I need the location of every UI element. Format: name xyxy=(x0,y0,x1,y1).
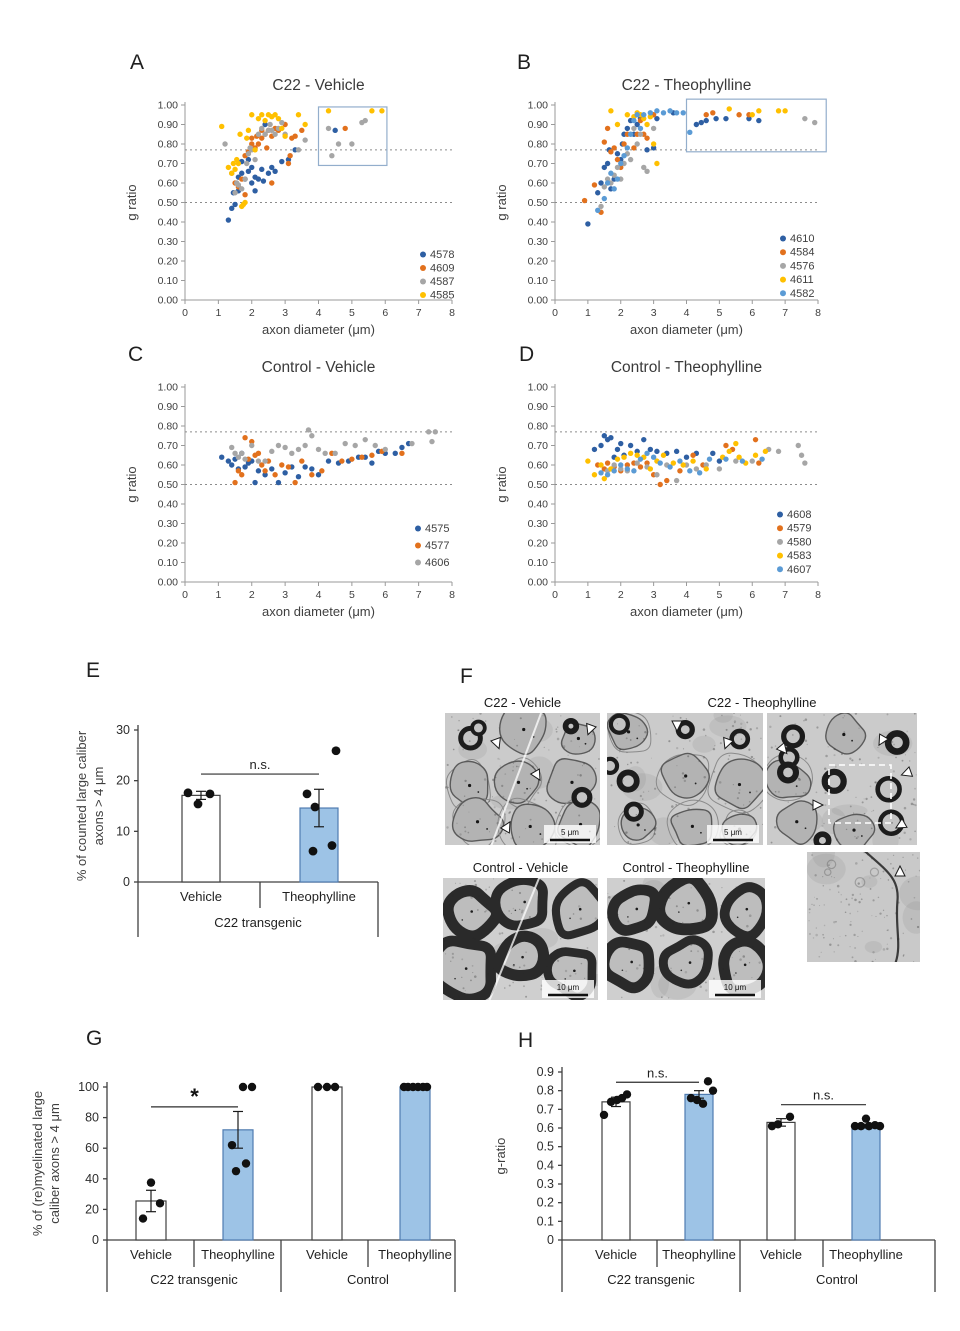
y-tick-label: 0.5 xyxy=(536,1139,554,1154)
panel-c-scatter-chart xyxy=(120,342,472,638)
y-tick-label: 0.60 xyxy=(527,177,548,190)
micrograph-title-control-theophylline: Control - Theophylline xyxy=(622,860,750,875)
x-axis-title: axon diameter (μm) xyxy=(262,604,375,619)
x-tick-label: 0 xyxy=(552,307,558,319)
chart-title: C22 - Vehicle xyxy=(272,77,365,94)
y-tick-label: 0.30 xyxy=(527,236,548,248)
legend-label: 4584 xyxy=(790,246,815,259)
y-tick-label: 0.20 xyxy=(157,537,178,550)
y-tick-label: 0.30 xyxy=(157,236,178,248)
legend-label: 4577 xyxy=(425,540,450,552)
group-label: C22 transgenic xyxy=(150,1272,238,1287)
y-tick-label: 0.8 xyxy=(536,1083,554,1098)
category-label: Vehicle xyxy=(306,1247,348,1262)
micrograph-c22-vehicle xyxy=(445,713,600,845)
x-tick-label: 1 xyxy=(584,307,591,319)
x-tick-label: 2 xyxy=(617,589,624,601)
panel-letter-c: C xyxy=(128,343,144,366)
y-tick-label: 0.50 xyxy=(527,479,548,491)
panel-b-scatter-chart xyxy=(490,60,858,356)
y-tick-label: 0.40 xyxy=(157,498,178,511)
panel-d-scatter-chart xyxy=(490,342,858,638)
x-tick-label: 7 xyxy=(782,307,789,319)
x-tick-label: 6 xyxy=(382,307,389,319)
bar-vehicle xyxy=(312,1087,342,1240)
y-tick-label: 40 xyxy=(85,1171,99,1186)
legend-label: 4610 xyxy=(790,233,815,245)
y-tick-label: 0.10 xyxy=(157,275,178,287)
x-tick-label: 6 xyxy=(749,307,756,319)
y-tick-label: 0.80 xyxy=(157,138,178,151)
data-dots xyxy=(851,1114,884,1130)
group-label: C22 transgenic xyxy=(214,915,302,930)
bar-vehicle xyxy=(602,1102,630,1240)
micrograph-title-c22-theophylline: C22 - Theophylline xyxy=(707,695,817,710)
panel-letter-d: D xyxy=(519,343,535,366)
micrograph-title-control-vehicle: Control - Vehicle xyxy=(472,860,569,875)
group-label: Control xyxy=(816,1272,858,1287)
bar-theophylline xyxy=(852,1126,880,1240)
y-tick-label: 0.20 xyxy=(527,255,548,268)
y-tick-label: 0.50 xyxy=(157,197,178,209)
x-tick-label: 1 xyxy=(215,307,222,319)
y-tick-label: 0.10 xyxy=(527,275,548,287)
y-tick-label: 0.40 xyxy=(527,216,548,229)
panel-h-bar-chart xyxy=(480,1030,955,1330)
x-tick-label: 4 xyxy=(683,589,690,601)
x-tick-label: 6 xyxy=(749,589,756,601)
y-tick-label: 0.4 xyxy=(536,1158,554,1173)
x-axis-title: axon diameter (μm) xyxy=(630,322,743,337)
highlight-box xyxy=(687,99,827,152)
x-tick-label: 5 xyxy=(716,589,723,601)
x-tick-label: 3 xyxy=(650,307,657,319)
y-tick-label: 0.10 xyxy=(527,557,548,569)
scale-bar-label: 10 μm xyxy=(556,983,580,992)
category-label: Theophylline xyxy=(201,1247,275,1262)
y-axis-title: caliber axons > 4 μm xyxy=(47,1103,62,1224)
chart-title: Control - Vehicle xyxy=(261,359,376,376)
y-axis-title: g ratio xyxy=(124,466,139,503)
panel-g-bar-chart xyxy=(30,1027,490,1330)
y-tick-label: 0.00 xyxy=(157,576,178,589)
significance-label: n.s. xyxy=(647,1065,668,1081)
y-tick-label: 0.90 xyxy=(527,401,548,413)
legend-label: 4608 xyxy=(787,509,812,521)
y-tick-label: 30 xyxy=(116,723,130,737)
y-tick-label: 20 xyxy=(85,1202,99,1217)
legend-label: 4607 xyxy=(787,563,812,576)
legend-label: 4582 xyxy=(790,287,815,300)
scale-bar-label: 5 μm xyxy=(561,828,579,837)
panel-letter-b: B xyxy=(517,51,532,74)
y-tick-label: 0.1 xyxy=(536,1214,554,1229)
category-label: Vehicle xyxy=(180,889,222,904)
x-tick-label: 1 xyxy=(215,589,222,601)
y-tick-label: 0.10 xyxy=(157,557,178,569)
y-tick-label: 0.60 xyxy=(157,459,178,472)
x-tick-label: 7 xyxy=(782,589,789,601)
y-tick-label: 1.00 xyxy=(527,381,548,394)
bar-vehicle xyxy=(767,1122,795,1240)
x-tick-label: 1 xyxy=(584,589,591,601)
x-tick-label: 3 xyxy=(282,307,289,319)
y-tick-label: 60 xyxy=(85,1141,99,1156)
y-tick-label: 0.3 xyxy=(536,1177,554,1191)
panel-letter-a: A xyxy=(130,51,145,74)
y-tick-label: 0.90 xyxy=(157,119,178,131)
bar-theophylline xyxy=(400,1087,430,1240)
y-tick-label: 80 xyxy=(85,1110,99,1125)
legend-label: 4580 xyxy=(787,536,812,549)
micrograph-control-vehicle xyxy=(443,878,598,1000)
category-label: Theophylline xyxy=(662,1247,736,1262)
bar-theophylline xyxy=(685,1094,713,1240)
legend-label: 4609 xyxy=(430,262,455,275)
series-4576 xyxy=(598,116,817,209)
y-axis-title: g ratio xyxy=(494,184,509,221)
micrograph-title-c22-vehicle: C22 - Vehicle xyxy=(483,695,562,710)
y-axis-title: % of counted large caliber xyxy=(74,730,89,882)
y-tick-label: 0 xyxy=(547,1233,554,1247)
legend-label: 4575 xyxy=(425,523,450,535)
x-tick-label: 8 xyxy=(449,307,455,319)
micrograph-control-theophylline xyxy=(607,878,765,1000)
y-axis-title: axons > 4 μm xyxy=(91,766,106,846)
category-label: Vehicle xyxy=(760,1247,802,1262)
x-tick-label: 8 xyxy=(449,589,455,601)
y-tick-label: 0.70 xyxy=(157,440,178,452)
x-tick-label: 4 xyxy=(315,589,322,601)
panel-letter-f: F xyxy=(460,665,473,688)
y-tick-label: 0.20 xyxy=(527,537,548,550)
significance-label: n.s. xyxy=(249,757,271,773)
x-tick-label: 2 xyxy=(617,307,624,319)
y-axis-title: g ratio xyxy=(124,184,139,221)
legend xyxy=(415,523,449,569)
x-tick-label: 5 xyxy=(348,589,355,601)
y-axis-title: g ratio xyxy=(494,466,509,503)
y-axis-title: g-ratio xyxy=(493,1137,508,1175)
category-label: Theophylline xyxy=(829,1247,903,1262)
series-4610 xyxy=(585,110,761,227)
legend-label: 4579 xyxy=(787,522,812,535)
y-tick-label: 0.2 xyxy=(536,1195,554,1210)
series-4575 xyxy=(219,441,411,485)
y-tick-label: 0.80 xyxy=(527,420,548,433)
x-tick-label: 8 xyxy=(815,307,821,319)
x-tick-label: 6 xyxy=(382,589,389,601)
y-tick-label: 0.00 xyxy=(527,576,548,589)
category-label: Theophylline xyxy=(282,889,356,904)
y-tick-label: 0.00 xyxy=(157,294,178,307)
y-tick-label: 0.90 xyxy=(527,119,548,131)
y-tick-label: 0.70 xyxy=(527,158,548,170)
y-tick-label: 0.60 xyxy=(157,177,178,190)
highlight-box xyxy=(319,107,387,166)
y-tick-label: 20 xyxy=(116,773,130,788)
bar-vehicle xyxy=(182,795,220,882)
panel-letter-e: E xyxy=(86,659,101,682)
y-tick-label: 0.30 xyxy=(157,518,178,530)
x-tick-label: 2 xyxy=(248,589,255,601)
y-tick-label: 100 xyxy=(78,1080,99,1094)
series-4606 xyxy=(229,427,438,464)
y-tick-label: 0.6 xyxy=(536,1121,554,1135)
category-label: Vehicle xyxy=(130,1247,172,1262)
scale-bar-label: 10 μm xyxy=(723,983,747,992)
y-tick-label: 1.00 xyxy=(527,99,548,112)
y-tick-label: 0.40 xyxy=(157,216,178,229)
y-tick-label: 0.7 xyxy=(536,1102,554,1117)
legend-label: 4611 xyxy=(790,274,814,287)
y-tick-label: 0.80 xyxy=(527,138,548,151)
x-tick-label: 8 xyxy=(815,589,821,601)
y-tick-label: 0.9 xyxy=(536,1065,554,1079)
y-tick-label: 0.00 xyxy=(527,294,548,307)
y-tick-label: 0.70 xyxy=(157,158,178,170)
legend xyxy=(420,249,454,302)
data-dots xyxy=(314,1083,339,1091)
micrograph-magnified-inset xyxy=(807,852,920,962)
x-tick-label: 0 xyxy=(182,307,188,319)
y-tick-label: 0.90 xyxy=(157,401,178,413)
data-dots xyxy=(400,1083,431,1091)
panel-letter-h: H xyxy=(518,1029,534,1052)
x-tick-label: 7 xyxy=(415,589,422,601)
y-tick-label: 0.70 xyxy=(527,440,548,452)
legend xyxy=(780,233,814,300)
x-axis-title: axon diameter (μm) xyxy=(630,604,743,619)
y-axis-title: % of (re)myelinated large xyxy=(30,1090,45,1237)
category-label: Theophylline xyxy=(378,1247,452,1262)
y-tick-label: 10 xyxy=(116,824,130,839)
x-tick-label: 5 xyxy=(716,307,723,319)
legend-label: 4606 xyxy=(425,557,450,569)
x-tick-label: 3 xyxy=(650,589,657,601)
y-tick-label: 0 xyxy=(123,875,130,889)
legend-label: 4585 xyxy=(430,289,455,302)
y-tick-label: 0.80 xyxy=(157,420,178,433)
panel-letter-g: G xyxy=(86,1027,103,1050)
x-tick-label: 0 xyxy=(552,589,558,601)
y-tick-label: 0.20 xyxy=(157,255,178,268)
category-label: Vehicle xyxy=(595,1247,637,1262)
panel-e-bar-chart xyxy=(60,650,440,995)
micrograph-c22-theophylline-right xyxy=(767,713,917,845)
x-tick-label: 7 xyxy=(415,307,422,319)
y-tick-label: 0.50 xyxy=(527,197,548,209)
chart-title: C22 - Theophylline xyxy=(621,77,752,94)
y-tick-label: 0.50 xyxy=(157,479,178,491)
significance-label: n.s. xyxy=(813,1087,834,1103)
y-tick-label: 1.00 xyxy=(157,381,178,394)
x-tick-label: 4 xyxy=(315,307,322,319)
y-tick-label: 0.30 xyxy=(527,518,548,530)
panel-a-scatter-chart xyxy=(120,60,472,356)
series-4580 xyxy=(605,443,808,484)
legend-label: 4587 xyxy=(430,276,455,288)
legend-label: 4583 xyxy=(787,550,812,563)
scale-bar-label: 5 μm xyxy=(724,828,742,837)
micrograph-c22-theophylline-left xyxy=(607,713,763,845)
x-tick-label: 2 xyxy=(248,307,255,319)
y-tick-label: 0.60 xyxy=(527,459,548,472)
y-tick-label: 0.40 xyxy=(527,498,548,511)
series-4582 xyxy=(595,108,692,213)
x-tick-label: 0 xyxy=(182,589,188,601)
x-tick-label: 4 xyxy=(683,307,690,319)
legend-label: 4576 xyxy=(790,260,815,273)
x-tick-label: 3 xyxy=(282,589,289,601)
legend-label: 4578 xyxy=(430,249,455,261)
y-tick-label: 1.00 xyxy=(157,99,178,112)
significance-label: * xyxy=(190,1083,199,1109)
x-tick-label: 5 xyxy=(348,307,355,319)
y-tick-label: 0 xyxy=(92,1233,99,1247)
legend xyxy=(777,509,811,576)
group-label: Control xyxy=(347,1272,389,1287)
group-label: C22 transgenic xyxy=(607,1272,695,1287)
x-axis-title: axon diameter (μm) xyxy=(262,322,375,337)
chart-title: Control - Theophylline xyxy=(610,359,763,376)
